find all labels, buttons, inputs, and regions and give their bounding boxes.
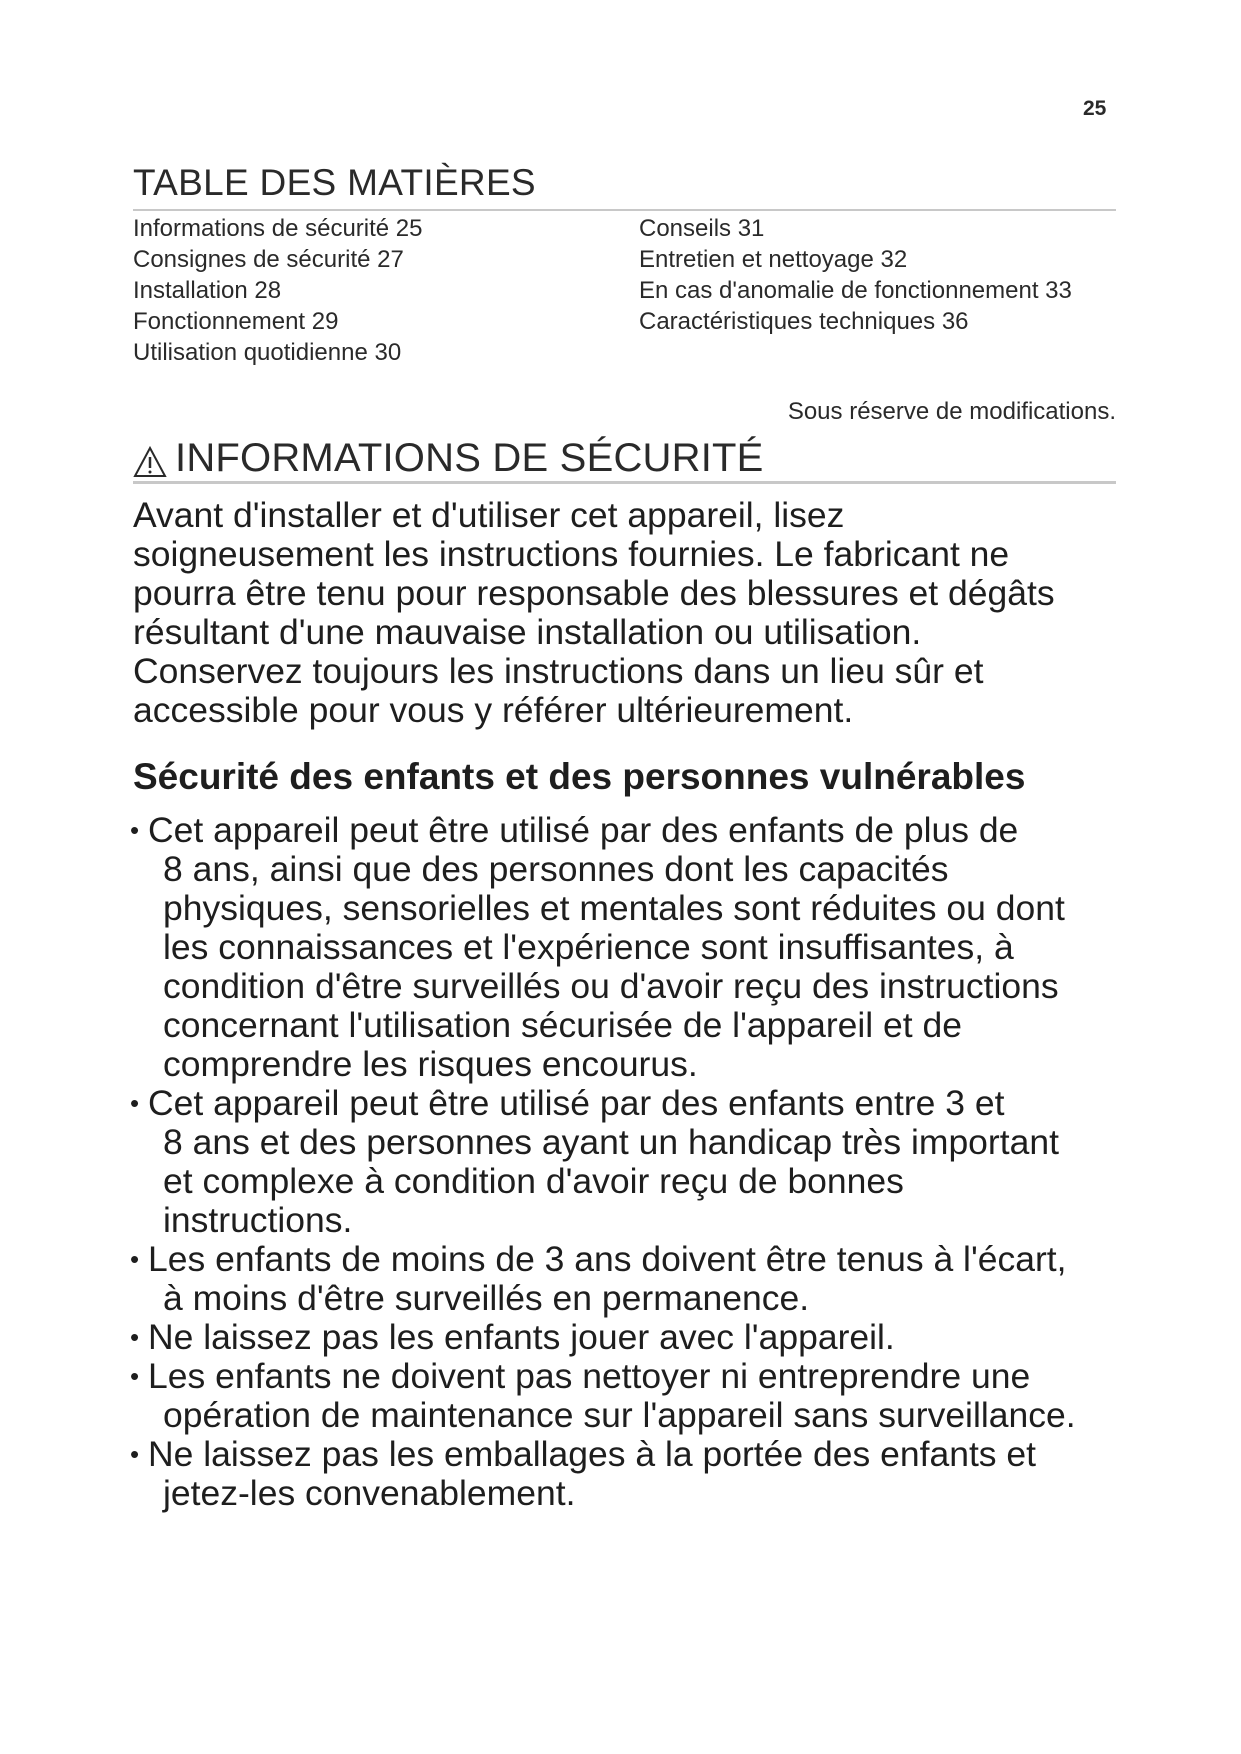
toc-left-column bbox=[133, 213, 423, 368]
toc-item[interactable]: Informations de sécurité 25 bbox=[133, 215, 423, 242]
safety-bullet-item bbox=[130, 811, 1130, 1084]
toc-item[interactable]: Caractéristiques techniques 36 bbox=[639, 308, 969, 335]
intro-line: pourra être tenu pour responsable des blessures et dégâts bbox=[133, 573, 1055, 613]
toc-divider bbox=[133, 209, 1116, 211]
bullet-line: Cet appareil peut être utilisé par des enfants entre 3 et bbox=[148, 1083, 1005, 1123]
bullet-line: 8 ans et des personnes ayant un handicap très important bbox=[163, 1122, 1059, 1162]
bullet-line: instructions. bbox=[163, 1200, 353, 1240]
toc-item[interactable]: Installation 28 bbox=[133, 277, 282, 304]
bullet-line: Ne laissez pas les emballages à la portée des enfants et bbox=[148, 1434, 1037, 1474]
bullet-line: Cet appareil peut être utilisé par des enfants de plus de bbox=[148, 810, 1019, 850]
toc-right-column bbox=[639, 213, 1072, 337]
safety-bullet-item bbox=[130, 1357, 1130, 1435]
bullet-icon: • bbox=[130, 1361, 140, 1391]
bullet-icon: • bbox=[130, 815, 140, 845]
bullet-line: les connaissances et l'expérience sont insuffisantes, à bbox=[163, 927, 1014, 967]
safety-bullet-item bbox=[130, 1240, 1130, 1318]
intro-line: soigneusement les instructions fournies. Le fabricant ne bbox=[133, 534, 1010, 574]
bullet-line: condition d'être surveillés ou d'avoir reçu des instructions bbox=[163, 966, 1059, 1006]
safety-title: INFORMATIONS DE SÉCURITÉ bbox=[175, 436, 764, 480]
safety-divider bbox=[133, 481, 1116, 484]
bullet-line: Ne laissez pas les enfants jouer avec l'appareil. bbox=[148, 1317, 895, 1357]
safety-section-heading bbox=[133, 436, 764, 481]
safety-bullet-item bbox=[130, 1318, 1130, 1357]
safety-intro bbox=[133, 496, 1123, 730]
bullet-line: physiques, sensorielles et mentales sont réduites ou dont bbox=[163, 888, 1065, 928]
page-number: 25 bbox=[1083, 97, 1107, 120]
bullet-icon: • bbox=[130, 1322, 140, 1352]
bullet-line: opération de maintenance sur l'appareil sans surveillance. bbox=[163, 1395, 1076, 1435]
intro-line: Avant d'installer et d'utiliser cet appareil, lisez bbox=[133, 495, 845, 535]
bullet-line: concernant l'utilisation sécurisée de l'appareil et de bbox=[163, 1005, 962, 1045]
modification-notice: Sous réserve de modifications. bbox=[787, 398, 1116, 425]
toc-item[interactable]: En cas d'anomalie de fonctionnement 33 bbox=[639, 277, 1072, 304]
warning-triangle-icon bbox=[133, 443, 167, 475]
intro-line: résultant d'une mauvaise installation ou utilisation. bbox=[133, 612, 922, 652]
bullet-line: 8 ans, ainsi que des personnes dont les capacités bbox=[163, 849, 949, 889]
bullet-line: à moins d'être surveillés en permanence. bbox=[163, 1278, 810, 1318]
toc-title: TABLE DES MATIÈRES bbox=[133, 162, 536, 203]
toc-item[interactable]: Fonctionnement 29 bbox=[133, 308, 339, 335]
safety-bullet-item bbox=[130, 1084, 1130, 1240]
safety-bullet-item bbox=[130, 1435, 1130, 1513]
toc-item[interactable]: Conseils 31 bbox=[639, 215, 765, 242]
intro-line: Conservez toujours les instructions dans un lieu sûr et bbox=[133, 651, 984, 691]
bullet-icon: • bbox=[130, 1439, 140, 1469]
bullet-line: Les enfants ne doivent pas nettoyer ni entreprendre une bbox=[148, 1356, 1031, 1396]
safety-bullet-list bbox=[130, 811, 1130, 1513]
children-safety-subheading: Sécurité des enfants et des personnes vulnérables bbox=[133, 756, 1026, 797]
bullet-line: comprendre les risques encourus. bbox=[163, 1044, 698, 1084]
toc-item[interactable]: Entretien et nettoyage 32 bbox=[639, 246, 908, 273]
bullet-icon: • bbox=[130, 1244, 140, 1274]
toc-item[interactable]: Consignes de sécurité 27 bbox=[133, 246, 404, 273]
bullet-icon: • bbox=[130, 1088, 140, 1118]
intro-line: accessible pour vous y référer ultérieurement. bbox=[133, 690, 854, 730]
bullet-line: Les enfants de moins de 3 ans doivent être tenus à l'écart, bbox=[148, 1239, 1067, 1279]
toc-item[interactable]: Utilisation quotidienne 30 bbox=[133, 339, 402, 366]
bullet-line: et complexe à condition d'avoir reçu de bonnes bbox=[163, 1161, 904, 1201]
bullet-line: jetez-les convenablement. bbox=[163, 1473, 576, 1513]
